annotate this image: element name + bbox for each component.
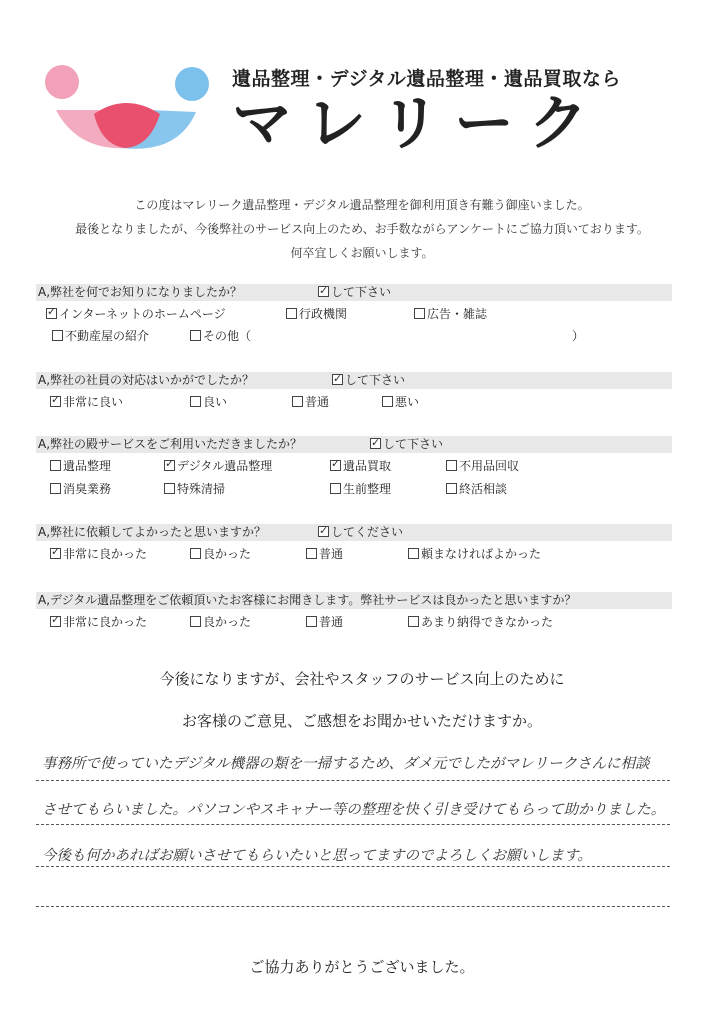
checkbox-icon (408, 548, 419, 559)
question-3-instruction: ✓ して下さい (370, 436, 443, 453)
checkbox-icon (382, 396, 393, 407)
checkbox-icon (190, 616, 201, 627)
q4-option-good[interactable]: 良かった (190, 546, 251, 562)
checkbox-checked-icon (330, 460, 341, 471)
checkbox-icon (330, 483, 341, 494)
feedback-prompt-line-2: お客様のご意見、ご感想をお聞かせいただけますか。 (181, 712, 542, 730)
intro-line-3: 何卒宜しくお願いします。 (290, 246, 434, 260)
q3-option-deodorize[interactable]: 消臭業務 (50, 481, 111, 497)
q4-option-regret[interactable]: 頼まなければよかった (408, 546, 541, 562)
checkbox-checked-icon (50, 548, 61, 559)
q3-option-junk-removal[interactable]: 不用品回収 (446, 458, 519, 474)
q3-option-special-cleaning[interactable]: 特殊清掃 (164, 481, 225, 497)
header-tagline: 遺品整理・デジタル遺品整理・遺品買取なら (232, 68, 621, 90)
checkbox-icon (446, 460, 457, 471)
q1-other-close-paren: ） (572, 329, 585, 343)
instruction-check-icon (318, 286, 329, 297)
q3-option-pre-death-sorting[interactable]: 生前整理 (330, 481, 391, 497)
question-5-text: A,デジタル遺品整理をご依頼頂いたお客様にお聞きします。弊社サービスは良かったと思いますか？ (38, 593, 577, 607)
checkbox-icon (408, 616, 419, 627)
q1-option-ads[interactable]: 広告・雑誌 (414, 306, 487, 322)
logo-blue-dot (175, 67, 209, 101)
q3-option-end-of-life-consult[interactable]: 終活相談 (446, 481, 507, 497)
answer-line-1 (36, 780, 670, 781)
q2-option-normal[interactable]: 普通 (292, 394, 329, 410)
q2-option-bad[interactable]: 悪い (382, 394, 419, 410)
checkbox-icon (446, 483, 457, 494)
q3-option-estate-clearing[interactable]: 遺品整理 (50, 458, 111, 474)
question-4-text: A,弊社に依頼してよかったと思いますか？ (38, 525, 267, 539)
handwritten-line-1: 事務所で使っていたデジタル機器の類を一掃するため、ダメ元でしたがマレリークさんに相談 (42, 756, 650, 772)
checkbox-icon (286, 308, 297, 319)
feedback-prompt-line-1: 今後になりますが、会社やスタッフのサービス向上のために (159, 670, 565, 688)
instruction-check-icon (332, 374, 343, 385)
q4-option-very-good[interactable]: ✓非常に良かった (50, 546, 147, 562)
q5-option-good[interactable]: 良かった (190, 614, 251, 630)
q2-option-good[interactable]: 良い (190, 394, 227, 410)
instruction-check-icon (370, 438, 381, 449)
answer-line-3 (36, 866, 670, 867)
checkbox-icon (292, 396, 303, 407)
q1-option-internet[interactable]: ✓インターネットのホームページ (46, 306, 226, 322)
question-1-text: A,弊社を何でお知りになりましたか？ (38, 285, 243, 299)
q3-option-digital-estate[interactable]: ✓ デジタル遺品整理 (164, 458, 272, 474)
answer-line-2 (36, 824, 670, 825)
checkbox-icon (50, 483, 61, 494)
q3-option-estate-purchase[interactable]: ✓ 遺品買取 (330, 458, 391, 474)
instruction-check-icon (318, 526, 329, 537)
q5-option-normal[interactable]: 普通 (306, 614, 343, 630)
q1-option-other[interactable]: その他（ (190, 328, 251, 344)
checkbox-icon (414, 308, 425, 319)
q2-option-very-good[interactable]: ✓非常に良い (50, 394, 123, 410)
q1-option-government[interactable]: 行政機関 (286, 306, 347, 322)
checkbox-icon (164, 483, 175, 494)
question-2-instruction: ✓ して下さい (332, 372, 405, 389)
question-4-instruction: ✓ してください (318, 524, 403, 541)
question-2-text: A,弊社の社員の対応はいかがでしたか？ (38, 373, 255, 387)
checkbox-checked-icon (46, 308, 57, 319)
answer-line-4 (36, 906, 670, 907)
checkbox-icon (306, 548, 317, 559)
handwritten-line-2: させてもらいました。パソコンやスキャナー等の整理を快く引き受けてもらって助かりました。 (42, 802, 666, 818)
checkbox-checked-icon (50, 396, 61, 407)
checkbox-icon (52, 330, 63, 341)
q4-option-normal[interactable]: 普通 (306, 546, 343, 562)
checkbox-icon (190, 330, 201, 341)
checkbox-icon (190, 548, 201, 559)
logo-pink-dot (45, 65, 79, 99)
intro-line-1: この度はマレリーク遺品整理・デジタル遺品整理を御利用頂き有難う御座いました。 (134, 198, 590, 212)
brand-name: マレリーク (232, 89, 602, 159)
handwritten-line-3: 今後も何かあればお願いさせてもらいたいと思ってますのでよろしくお願いします。 (42, 848, 592, 864)
closing-thanks: ご協力ありがとうございました。 (249, 958, 475, 976)
q1-option-realestate[interactable]: 不動産屋の紹介 (52, 328, 149, 344)
checkbox-checked-icon (50, 616, 61, 627)
q5-option-very-good[interactable]: ✓非常に良かった (50, 614, 147, 630)
question-1-instruction: ✓ して下さい (318, 284, 391, 301)
q5-option-not-satisfied[interactable]: あまり納得できなかった (408, 614, 553, 630)
checkbox-icon (306, 616, 317, 627)
checkbox-checked-icon (164, 460, 175, 471)
intro-line-2: 最後となりましたが、今後弊社のサービス向上のため、お手数ながらアンケートにご協力頂いております。 (75, 222, 649, 236)
logo-icon (38, 62, 214, 154)
checkbox-icon (50, 460, 61, 471)
checkbox-icon (190, 396, 201, 407)
question-3-text: A,弊社の殿サービスをご利用いただきましたか？ (38, 437, 303, 451)
